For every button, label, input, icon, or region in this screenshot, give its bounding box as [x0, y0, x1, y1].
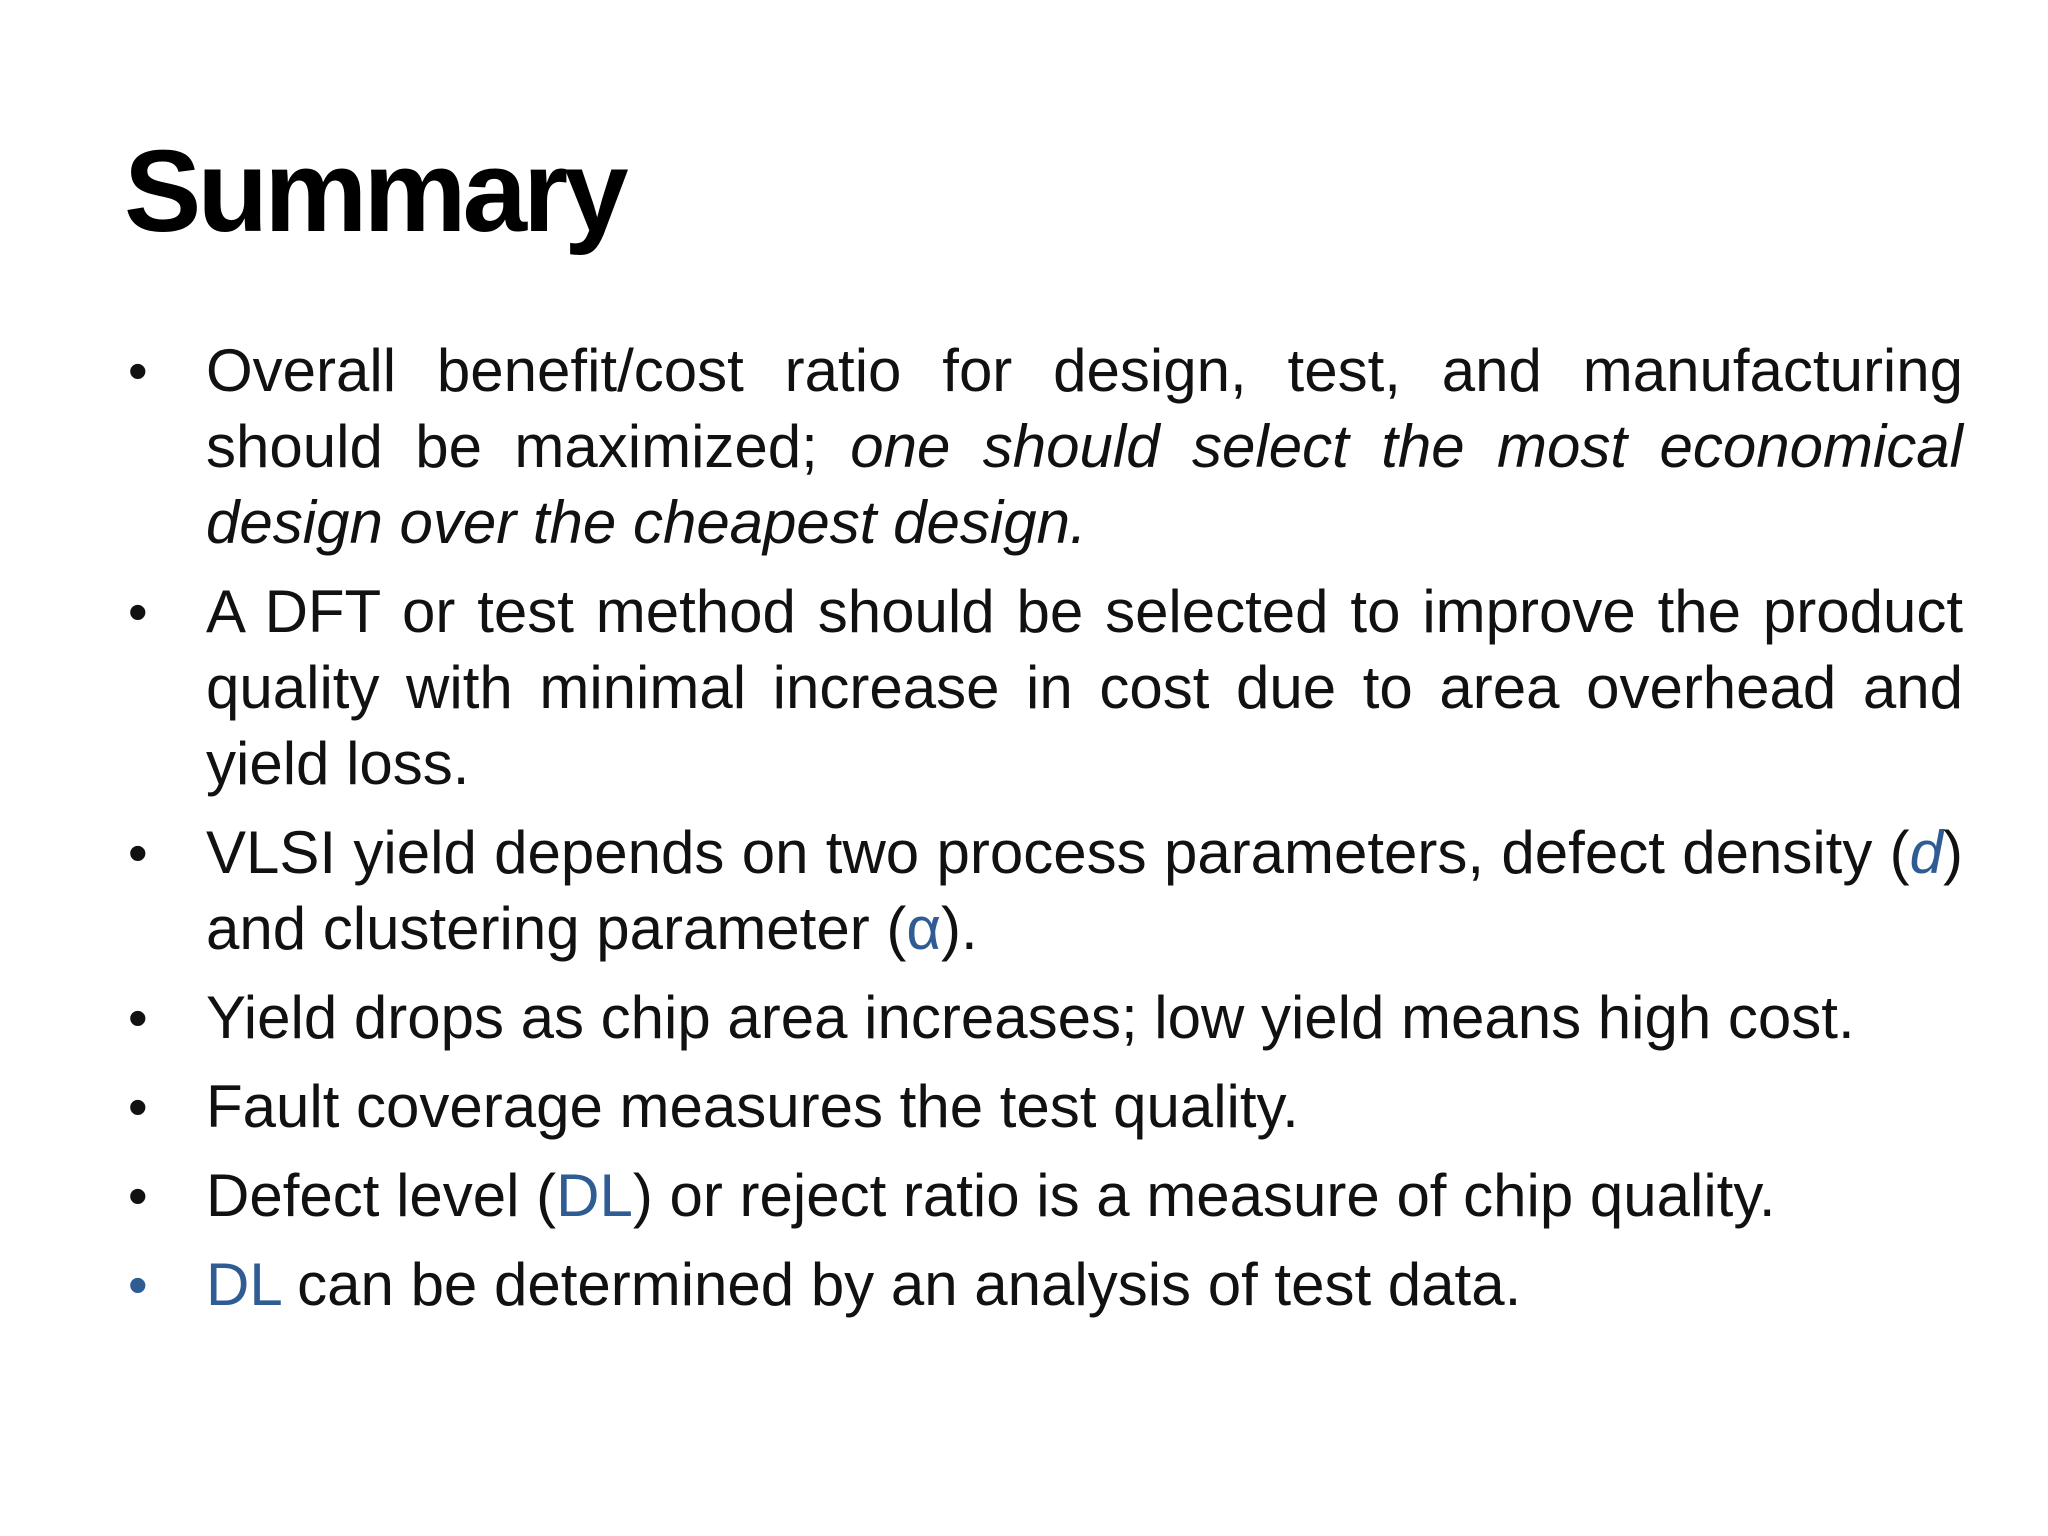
bullet-item-benefit-cost: [0, 333, 2048, 561]
bullet-dot-icon: •: [128, 1164, 148, 1227]
defect-level-abbrev: DL: [206, 1251, 281, 1318]
defect-level-abbrev: DL: [556, 1162, 633, 1229]
bullet-item-yield-drops: [0, 980, 2048, 1056]
bullet-text: [206, 1247, 1963, 1323]
bullet-text: [206, 980, 1963, 1056]
bullet-spacer: [0, 561, 2048, 574]
bullet-text-part: can be determined by an analysis of test data.: [280, 1251, 1522, 1318]
bullet-dot-icon: •: [128, 821, 148, 884]
bullet-dot-icon: •: [128, 1075, 148, 1138]
bullet-spacer: [0, 1056, 2048, 1069]
clustering-parameter-symbol: α: [906, 895, 942, 962]
bullet-spacer: [0, 967, 2048, 980]
bullet-text-part: Overall benefit/cost ratio for design, test, and manufacturing should be maximized;: [206, 337, 1963, 480]
bullet-text-part: Yield drops as chip area increases; low yield means high cost.: [206, 984, 1855, 1051]
bullet-dot-icon: •: [128, 1253, 148, 1316]
bullet-text: [206, 815, 1963, 967]
bullet-spacer: [0, 802, 2048, 815]
bullet-text-part: VLSI yield depends on two process parameters, defect density (: [206, 819, 1910, 886]
slide-title: Summary: [124, 126, 625, 256]
bullet-spacer: [0, 1234, 2048, 1247]
bullet-list: [0, 333, 2048, 1323]
bullet-text: [206, 574, 1963, 802]
bullet-dot-icon: •: [128, 580, 148, 643]
bullet-text-part: A DFT or test method should be selected to improve the product quality with minimal increase in cost due to area overhead and yield loss.: [206, 578, 1963, 797]
bullet-text-part: ) or reject ratio is a measure of chip quality.: [632, 1162, 1776, 1229]
bullet-dot-icon: •: [128, 339, 148, 402]
bullet-text: [206, 1069, 1963, 1145]
bullet-spacer: [0, 1145, 2048, 1158]
bullet-item-dft-method: [0, 574, 2048, 802]
defect-density-symbol: d: [1909, 819, 1944, 886]
bullet-dot-icon: •: [128, 986, 148, 1049]
bullet-text-part: ).: [941, 895, 978, 962]
bullet-text-part: Fault coverage measures the test quality.: [206, 1073, 1299, 1140]
bullet-text-emphasis: one should select the most economical design over the cheapest design.: [206, 413, 1963, 556]
bullet-item-fault-coverage: [0, 1069, 2048, 1145]
bullet-item-defect-level: [0, 1158, 2048, 1234]
bullet-text-part: ) and clustering parameter (: [206, 819, 1963, 962]
bullet-item-vlsi-yield: [0, 815, 2048, 967]
bullet-text: [206, 1158, 1963, 1234]
bullet-text-part: Defect level (: [206, 1162, 557, 1229]
bullet-text: [206, 333, 1963, 561]
bullet-item-dl-determined: [0, 1247, 2048, 1323]
